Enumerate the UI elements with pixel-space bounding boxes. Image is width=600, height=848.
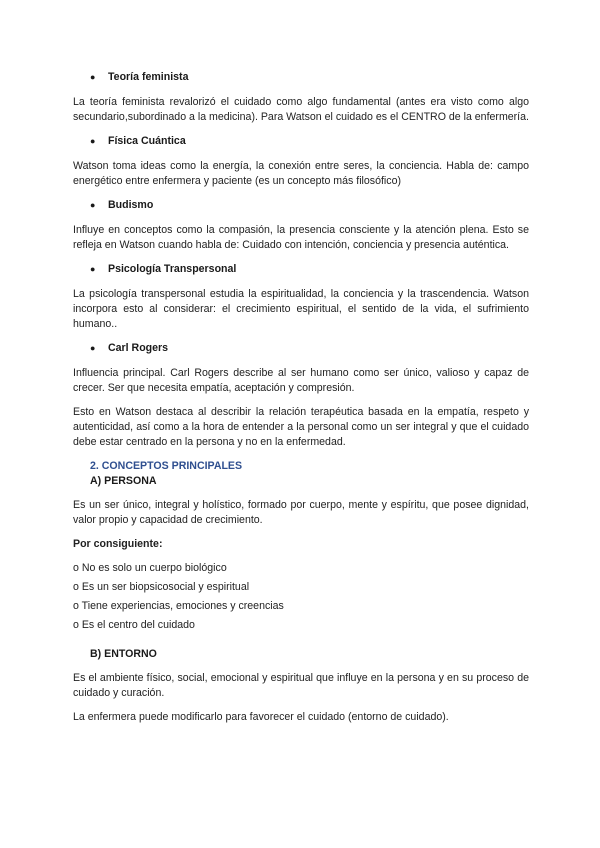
list-item: o Tiene experiencias, emociones y creencias <box>73 600 284 612</box>
heading-psicologia-transpersonal <box>90 262 529 277</box>
paragraph-psicologia-transpersonal: La psicología transpersonal estudia la espiritualidad, la conciencia y la trascendencia. Watson incorpora esto al considerar: el crecimiento espiritual, el sentido de la vida, el sufrimiento humano.. <box>73 288 529 330</box>
bullet-icon: ● <box>90 200 96 210</box>
por-consiguiente-label: Por consiguiente: <box>73 538 163 550</box>
paragraph-entorno-1: Es el ambiente físico, social, emocional y espiritual que influye en la persona y en su proceso de cuidado y curación. <box>73 672 529 699</box>
paragraph-persona: Es un ser único, integral y holístico, formado por cuerpo, mente y espíritu, que posee dignidad, valor propio y capacidad de crecimiento. <box>73 499 529 526</box>
paragraph-fisica-cuantica: Watson toma ideas como la energía, la conexión entre seres, la conciencia. Habla de: campo energético entre enfermera y paciente (es un concepto más filosófico) <box>73 160 529 187</box>
paragraph-entorno-2: La enfermera puede modificarlo para favorecer el cuidado (entorno de cuidado). <box>73 711 449 723</box>
bullet-icon: ● <box>90 72 96 82</box>
bullet-icon: ● <box>90 343 96 353</box>
heading-fisica-cuantica <box>90 134 529 149</box>
heading-text: Budismo <box>108 199 154 211</box>
subheading-entorno: B) ENTORNO <box>90 648 157 660</box>
heading-feminista <box>90 70 529 85</box>
heading-budismo <box>90 198 529 213</box>
bullet-icon: ● <box>90 136 96 146</box>
subheading-persona: A) PERSONA <box>90 475 157 487</box>
heading-text: Carl Rogers <box>108 342 169 354</box>
heading-text: Teoría feminista <box>108 71 189 83</box>
section-heading-conceptos: 2. CONCEPTOS PRINCIPALES <box>90 460 243 472</box>
list-item: o No es solo un cuerpo biológico <box>73 562 227 574</box>
bullet-icon: ● <box>90 264 96 274</box>
heading-text: Psicología Transpersonal <box>108 263 237 275</box>
heading-carl-rogers <box>90 341 529 356</box>
list-item: o Es el centro del cuidado <box>73 619 195 631</box>
heading-text: Física Cuántica <box>108 135 186 147</box>
paragraph-carl-rogers-1: Influencia principal. Carl Rogers describe al ser humano como ser único, valioso y capaz de crecer. Ser que necesita empatía, aceptación y compresión. <box>73 367 529 394</box>
document-content <box>73 70 529 734</box>
paragraph-carl-rogers-2: Esto en Watson destaca al describir la relación terapéutica basada en la empatía, respeto y autenticidad, así como a la hora de entender a la personal como un ser integral y que el cuidado debe estar centrado en la persona y no en la enfermedad. <box>73 406 529 448</box>
paragraph-feminista: La teoría feminista revalorizó el cuidado como algo fundamental (antes era visto como algo secundario,subordinado a la medicina). Para Watson el cuidado es el CENTRO de la enfermería. <box>73 96 529 123</box>
paragraph-budismo: Influye en conceptos como la compasión, la presencia consciente y la atención plena. Esto se refleja en Watson cuando habla de: Cuidado con intención, conciencia y presencia auténtica. <box>73 224 529 251</box>
list-item: o Es un ser biopsicosocial y espiritual <box>73 581 250 593</box>
